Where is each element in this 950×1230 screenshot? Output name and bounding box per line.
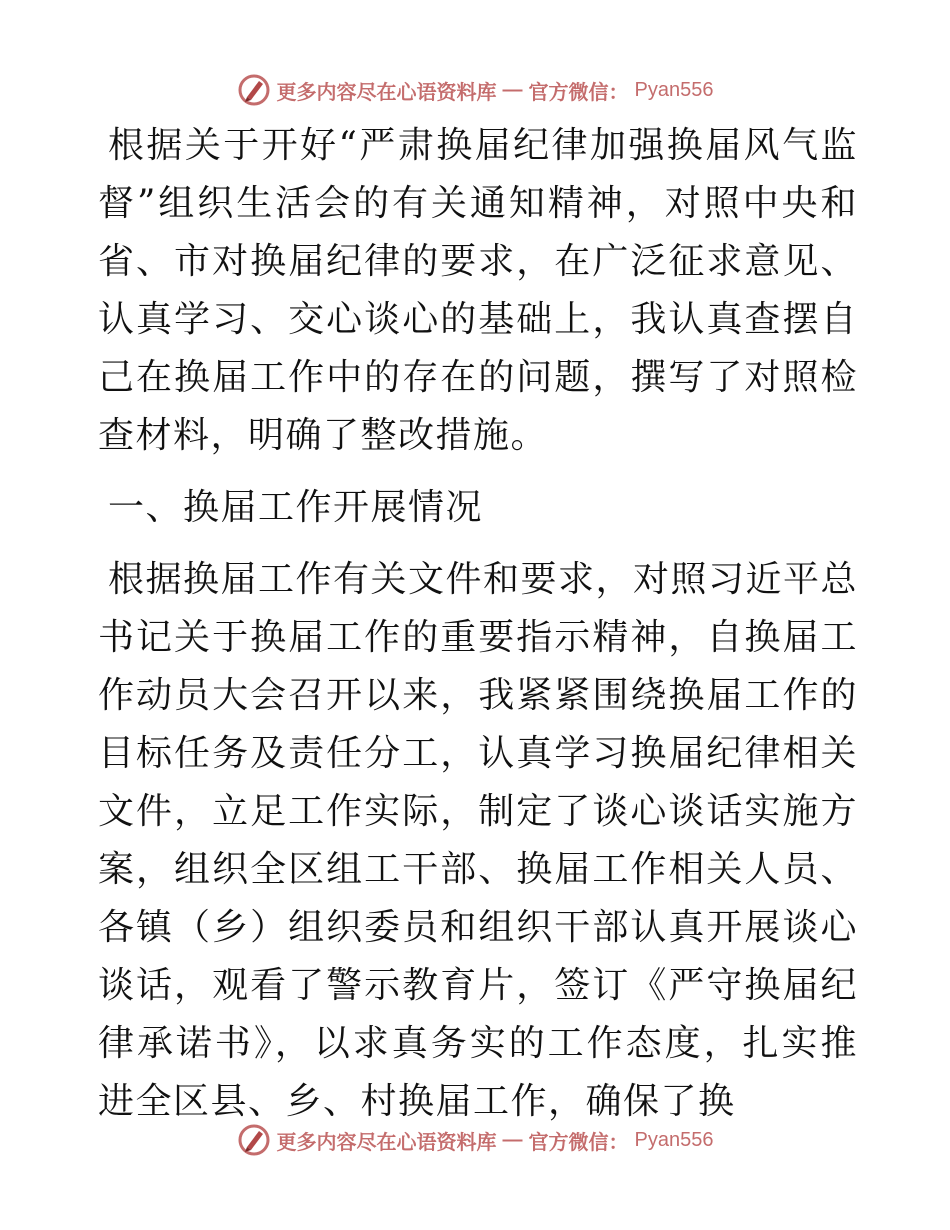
watermark-wechat-id: Pyan556 [634, 78, 714, 101]
watermark-dash: — [502, 78, 523, 101]
body-paragraph: 根据换届工作有关文件和要求，对照习近平总书记关于换届工作的重要指示精神，自换届工作动员大会召开以来，我紧紧围绕换届工作的目标任务及责任分工，认真学习换届纪律相关文件，立足工作实际，制定了谈心谈话实施方案，组织全区组工干部、换届工作相关人员、各镇（乡）组织委员和组织干部认真开展谈心谈话，观看了警示教育片，签订《严守换届纪律承诺书》，以求真务实的工作态度，扎实推进全区县、乡、村换届工作，确保了换 [98, 559, 859, 1122]
pen-logo-icon [237, 1123, 271, 1157]
header-watermark [0, 70, 950, 110]
watermark-site-text: 更多内容尽在心语资料库 [276, 1129, 497, 1154]
watermark-site-text: 更多内容尽在心语资料库 [276, 79, 497, 104]
watermark-dash: — [502, 1128, 523, 1151]
watermark-group [237, 73, 714, 107]
watermark-wechat-id: Pyan556 [634, 1128, 714, 1151]
watermark-label: 官方微信： [528, 1129, 629, 1154]
footer-watermark [0, 1120, 950, 1160]
pen-logo-icon [237, 73, 271, 107]
document-body [98, 117, 858, 1131]
intro-paragraph: 根据关于开好“严肃换届纪律加强换届风气监督”组织生活会的有关通知精神，对照中央和省、市对换届纪律的要求，在广泛征求意见、认真学习、交心谈心的基础上，我认真查摆自己在换届工作中的存在的问题，撰写了对照检查材料，明确了整改措施。 [98, 125, 858, 456]
watermark-label: 官方微信： [528, 79, 629, 104]
section-heading: 一、换届工作开展情况 [108, 487, 484, 528]
watermark-group [237, 1123, 714, 1157]
